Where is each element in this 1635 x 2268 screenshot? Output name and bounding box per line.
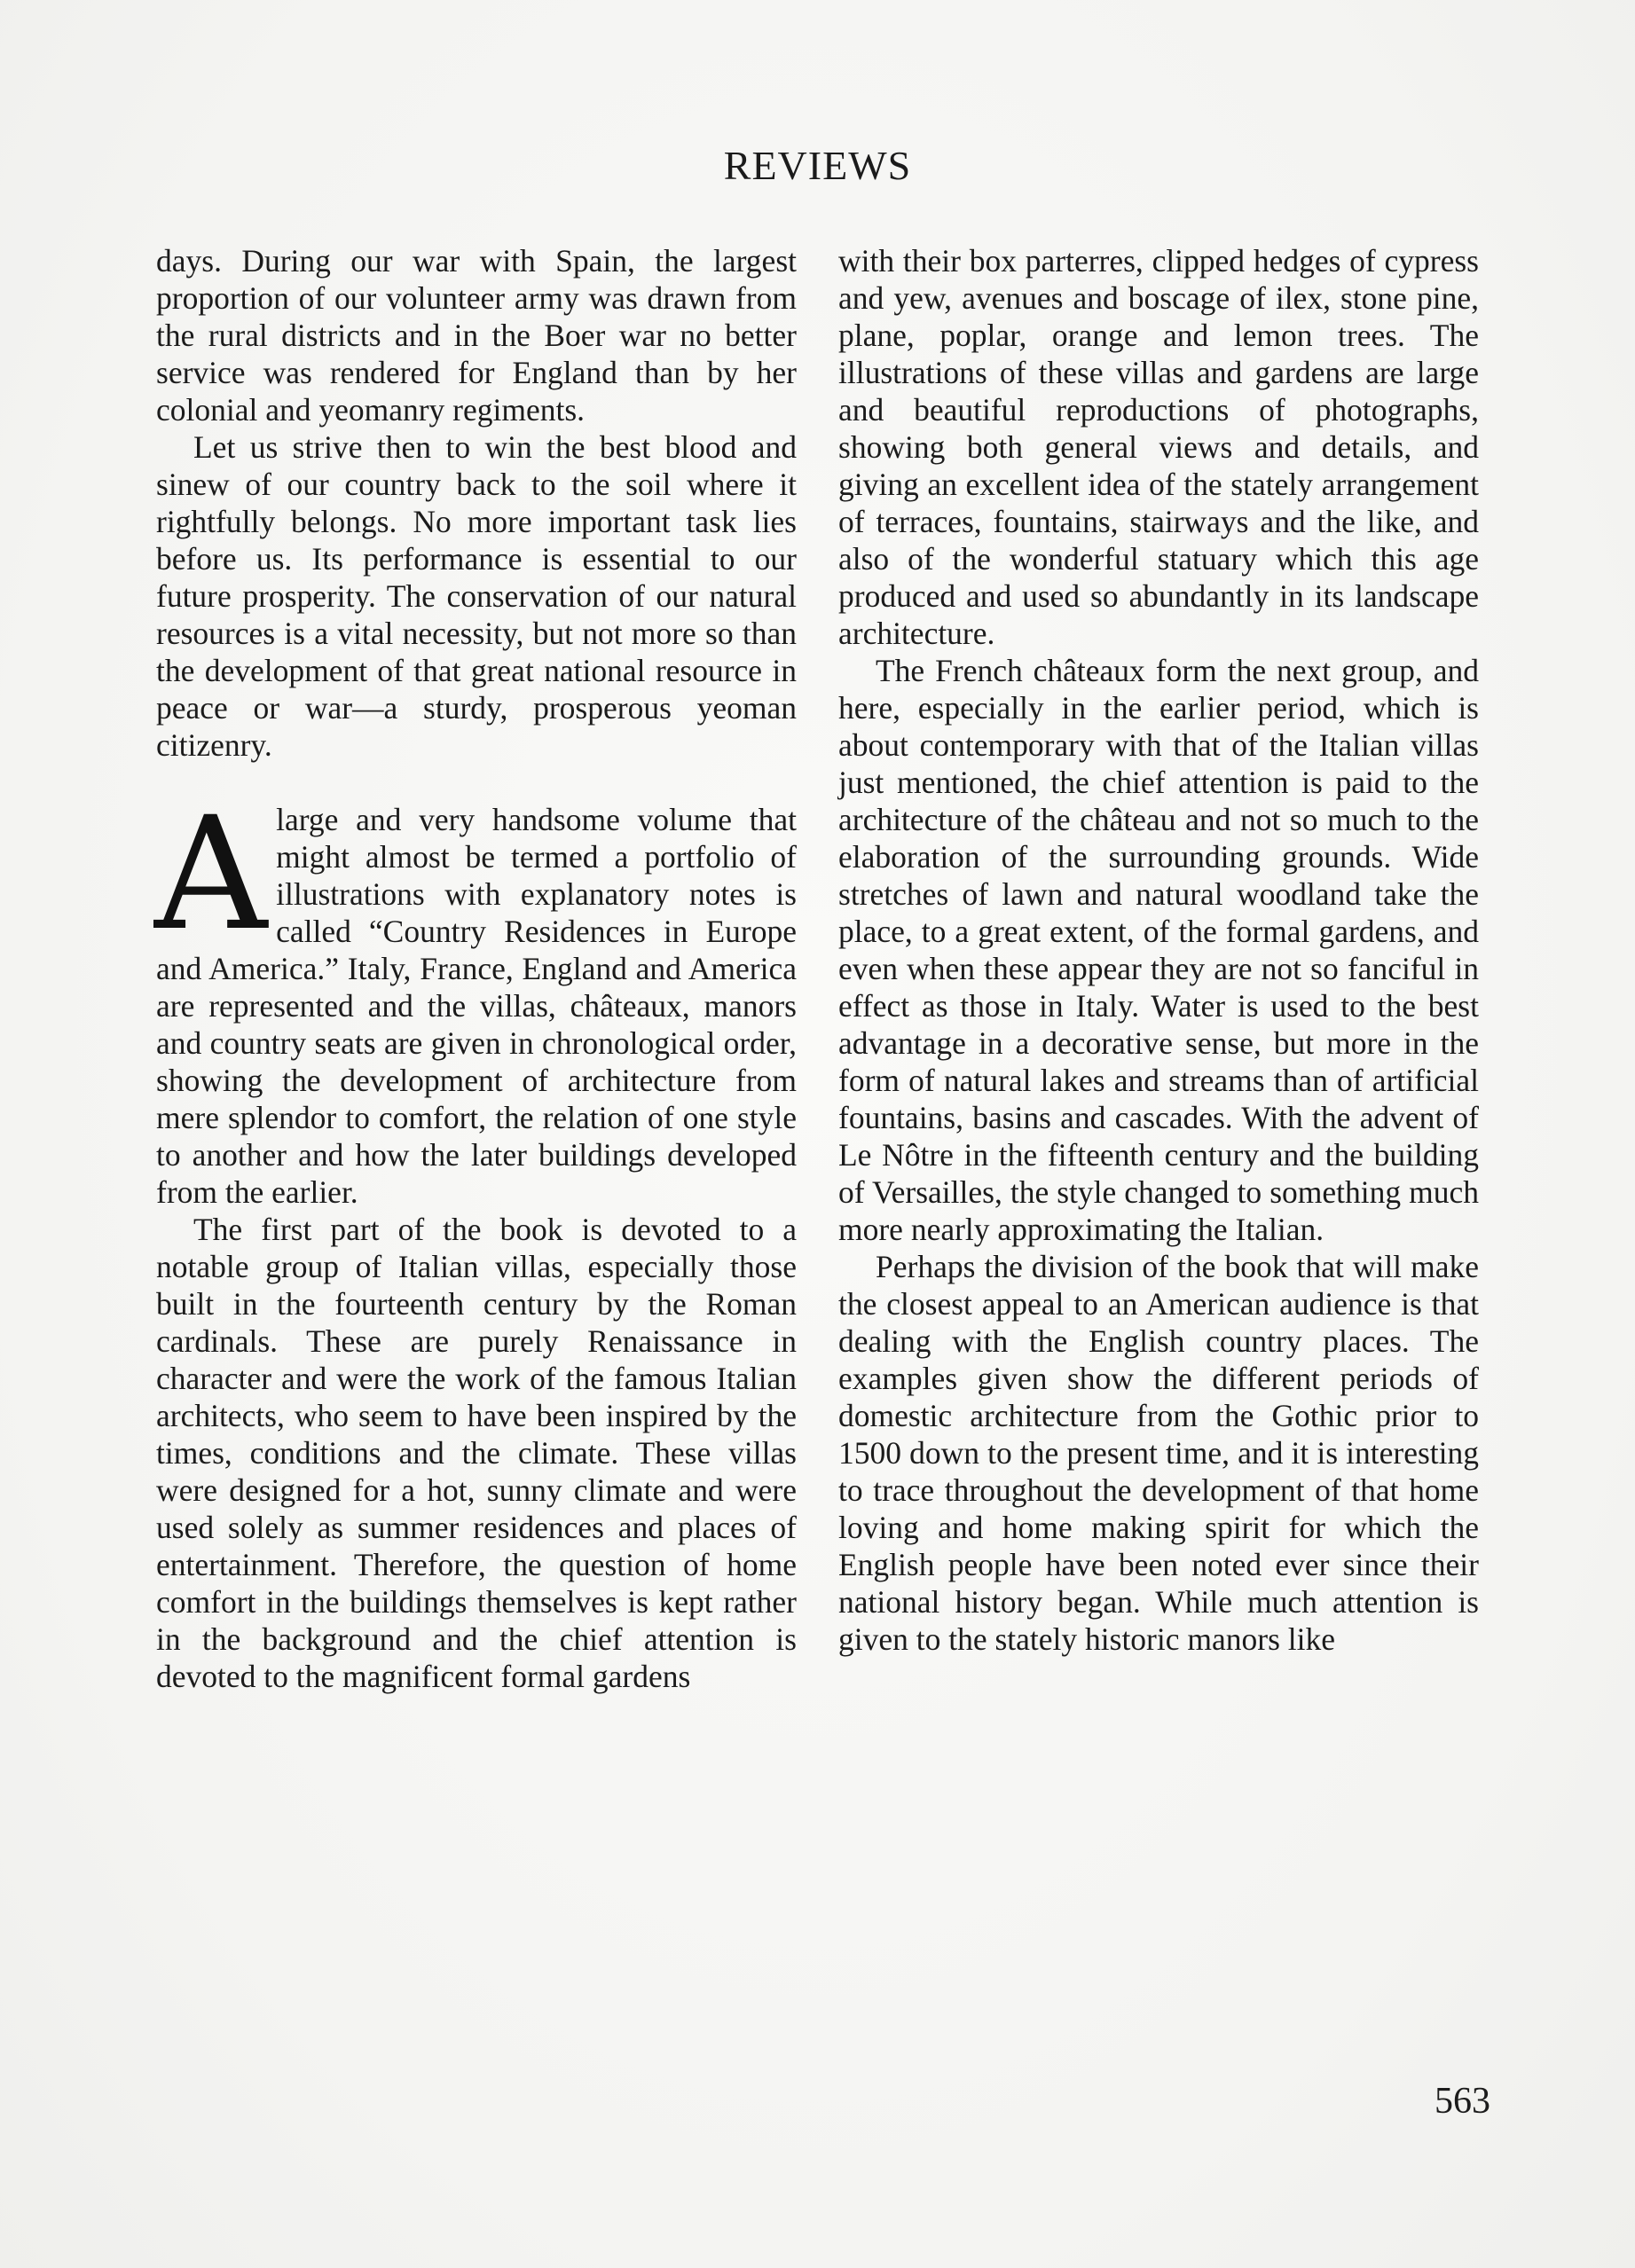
left-paragraph-1: days. During our war with Spain, the largest proportion of our volunteer army was drawn from the rural districts and in the Boer war no better service was rendered for England than by her colonial and yeomanry regiments.	[156, 243, 797, 428]
left-paragraph-2: Let us strive then to win the best blood and sinew of our country back to the soil where it rightfully belongs. No more important task lies before us. Its performance is essential to our future prosperity. The conservation of our natural resources is a vital necessity, but not more so than the development of that great national resource in peace or war—a sturdy, prosperous yeoman citizenry.	[156, 429, 797, 763]
right-paragraph-3: Perhaps the division of the book that will make the closest appeal to an American audience is that dealing with the English country places. The examples given show the different periods of domestic architecture from the Gothic prior to 1500 down to the present time, and it is interesting to trace throughout the development of that home loving and home making spirit for which the English people have been noted ever since their national history began. While much attention is given to the stately historic manors like	[838, 1249, 1479, 1657]
right-column	[838, 242, 1479, 1658]
right-paragraph-2: The French châteaux form the next group, and here, especially in the earlier period, which is about contemporary with that of the Italian villas just mentioned, the chief attention is paid to the architecture of the château and not so much to the elaboration of the surrounding grounds. Wide stretches of lawn and natural woodland take the place, to a great extent, of the formal gardens, and even when these appear they are not so fanciful in effect as those in Italy. Water is used to the best advantage in a decorative sense, but more in the form of natural lakes and streams than of artificial fountains, basins and cascades. With the advent of Le Nôtre in the fifteenth century and the building of Versailles, the style changed to something much more nearly approximating the Italian.	[838, 653, 1479, 1247]
left-column	[156, 242, 797, 1695]
left-paragraph-4: The first part of the book is devoted to a notable group of Italian villas, especially those built in the fourteenth century by the Roman cardinals. These are purely Renaissance in character and were the work of the famous Italian architects, who seem to have been inspired by the times, conditions and the climate. These villas were designed for a hot, sunny climate and were used solely as summer residences and places of entertainment. Therefore, the question of home comfort in the buildings themselves is kept rather in the background and the chief attention is devoted to the magnificent formal gardens	[156, 1212, 797, 1694]
left-paragraph-3	[154, 783, 797, 1211]
page-header: REVIEWS	[723, 143, 912, 188]
drop-cap: A	[154, 783, 268, 965]
right-paragraph-1: with their box parterres, clipped hedges of cypress and yew, avenues and boscage of ilex, stone pine, plane, poplar, orange and lemon trees. The illustrations of these villas and gardens are large and beautiful reproductions of photographs, showing both general views and details, and giving an excellent idea of the stately arrangement of terraces, fountains, stairways and the like, and also of the wonderful statuary which this age produced and used so abundantly in its landscape architecture.	[838, 243, 1479, 651]
page-number: 563	[1435, 2081, 1490, 2122]
left-paragraph-3-text: large and very handsome volume that might almost be termed a portfolio of illustrations with explanatory notes is called “Country Residences in Europe and America.” Italy, France, England and America are represented and the villas, châteaux, manors and country seats are given in chronological order, showing the development of architecture from mere splendor to comfort, the relation of one style to another and how the later buildings developed from the earlier.	[156, 802, 797, 1210]
